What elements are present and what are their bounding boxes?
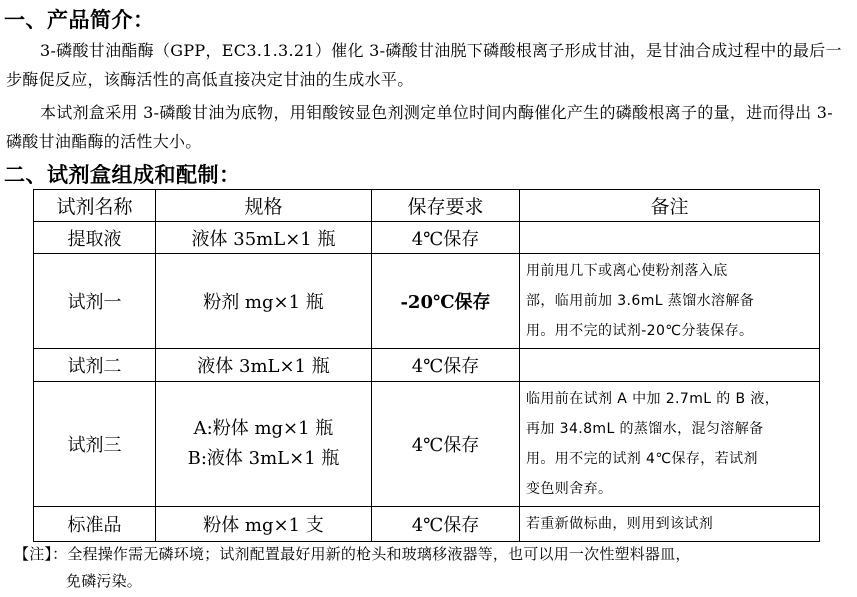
reagent-name: 试剂一 — [34, 254, 156, 349]
footnote-label: 【注】： — [14, 545, 68, 563]
note-line: 用。用不完的试剂 4℃保存，若试剂 — [526, 451, 758, 467]
note-line: 部，临用前加 3.6mL 蒸馏水溶解备 — [526, 293, 755, 309]
reagent-spec: 粉剂 mg×1 瓶 — [156, 254, 372, 349]
table-row — [34, 382, 820, 507]
reagent-spec: 粉体 mg×1 支 — [156, 507, 372, 542]
section-2-title: 二、试剂盒组成和配制： — [4, 162, 241, 187]
reagent-spec — [156, 382, 372, 507]
note-line: 变色则舍弃。 — [526, 481, 613, 497]
reagent-storage: 4℃保存 — [372, 507, 520, 542]
table-row — [34, 507, 820, 542]
intro-paragraph-2: 本试剂盒采用 3-磷酸甘油为底物，用钼酸铵显色剂测定单位时间内酶催化产生的磷酸根离子的量，进而得出 3-磷酸甘油酯酶的活性大小。 — [6, 103, 833, 151]
reagent-spec: 液体 3mL×1 瓶 — [156, 349, 372, 382]
reagent-name: 试剂三 — [34, 382, 156, 507]
footnote-line-1: 全程操作需无磷环境；试剂配置最好用新的枪头和玻璃移液器等，也可以用一次性塑料器皿， — [67, 545, 691, 563]
reagent-note — [520, 349, 820, 382]
footnote-line-2: 免磷污染。 — [66, 572, 143, 590]
kit-composition-table — [33, 189, 820, 542]
table-header-row — [34, 190, 820, 222]
reagent-name: 标准品 — [34, 507, 156, 542]
intro-paragraph-1: 3-磷酸甘油酯酶（GPP，EC3.1.3.21）催化 3-磷酸甘油脱下磷酸根离子形成甘油，是甘油合成过程中的最后一步酶促反应，该酶活性的高低直接决定甘油的生成水平。 — [6, 41, 842, 89]
reagent-storage: 4℃保存 — [372, 382, 520, 507]
spec-line: A:粉体 mg×1 瓶 — [193, 418, 334, 439]
spec-line: B:液体 3mL×1 瓶 — [187, 448, 340, 469]
header-note: 备注 — [520, 190, 820, 222]
reagent-name: 试剂二 — [34, 349, 156, 382]
note-line: 临用前在试剂 A 中加 2.7mL 的 B 液， — [526, 391, 780, 407]
reagent-name: 提取液 — [34, 222, 156, 254]
note-line: 再加 34.8mL 的蒸馏水，混匀溶解备 — [526, 421, 764, 437]
table-row — [34, 222, 820, 254]
table-row — [34, 349, 820, 382]
note-line: 用前甩几下或离心使粉剂落入底 — [526, 263, 728, 279]
reagent-storage: 4℃保存 — [372, 349, 520, 382]
reagent-storage: -20℃保存 — [372, 254, 520, 349]
reagent-note — [520, 382, 820, 507]
section-1-title: 一、产品简介： — [4, 7, 155, 32]
table-row — [34, 254, 820, 349]
reagent-note: 若重新做标曲，则用到该试剂 — [520, 507, 820, 542]
note-line: 用。用不完的试剂-20℃分装保存。 — [526, 323, 754, 339]
reagent-note — [520, 254, 820, 349]
header-spec: 规格 — [156, 190, 372, 222]
footnote — [14, 541, 691, 568]
reagent-storage: 4℃保存 — [372, 222, 520, 254]
reagent-spec: 液体 35mL×1 瓶 — [156, 222, 372, 254]
reagent-note — [520, 222, 820, 254]
header-storage: 保存要求 — [372, 190, 520, 222]
header-reagent-name: 试剂名称 — [34, 190, 156, 222]
